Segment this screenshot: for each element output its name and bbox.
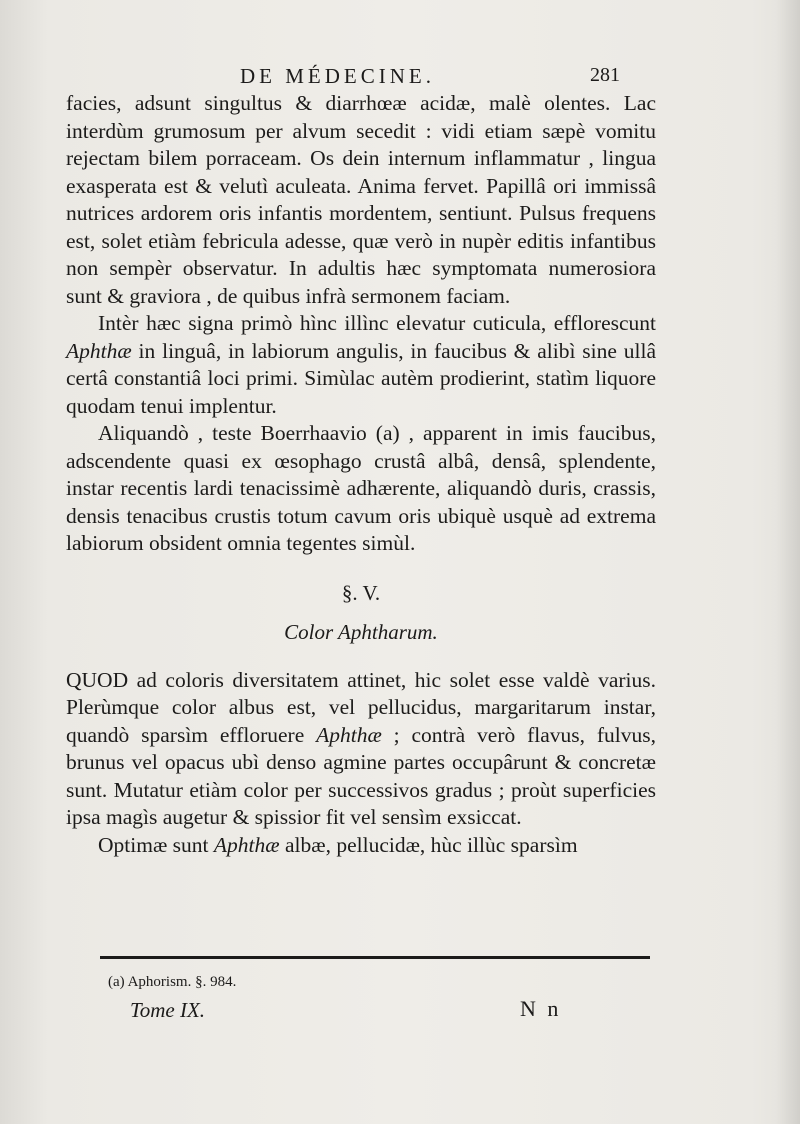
running-head: DE MÉDECINE.: [240, 64, 435, 88]
paragraph-4: [66, 667, 656, 832]
section-title: Color Aphtharum.: [284, 620, 438, 644]
footnote: (a) Aphorism. §. 984.: [108, 974, 237, 990]
paragraph-5: [66, 832, 656, 860]
paragraph-2-part-b: in linguâ, in labiorum angulis, in faucibus & alibì sine ullâ certâ constantiâ loci primi. Simùlac autèm prodierint, statìm liquore quodam tenui implentur.: [66, 338, 656, 418]
page-header: [0, 62, 800, 92]
tome-label: Tome IX.: [130, 998, 206, 1022]
paragraph-2-italic: Aphthæ: [66, 338, 132, 363]
paragraph-4-part-a: QUOD ad coloris diversitatem attinet, hic solet esse valdè varius. Plerùmque color albus est, vel pellucidus, margaritarum instar, quandò sparsìm effloruere: [66, 667, 656, 747]
signature-mark: N n: [520, 996, 562, 1021]
footnote-rule: [100, 956, 650, 959]
section-number: §. V.: [341, 580, 381, 605]
paragraph-2-part-a: Intèr hæc signa primò hìnc illìnc elevatur cuticula, efflorescunt: [98, 311, 656, 335]
paragraph-5-part-a: Optimæ sunt: [98, 832, 214, 857]
paragraph-5-part-b: albæ, pellucidæ, hùc illùc sparsìm: [279, 832, 578, 857]
paragraph-4-italic: Aphthæ: [316, 722, 382, 747]
paragraph-2: [66, 310, 656, 420]
paragraph-1: facies, adsunt singultus & diarrhœæ acidæ, malè olentes. Lac interdùm grumosum per alvum secedit : vidi etiam sæpè vomitu rejectam bilem porraceam. Os dein internum inflammatur , lingua exasperata est & velutì aculeata. Anima fervet. Papillâ ori immissâ nutrices ardorem oris infantis mordentem, sentiunt. Pulsus frequens est, solet etiàm febricula adesse, quæ verò in nupèr editis infantibus non sempèr observatur. In adultis hæc symptomata numerosiora sunt & graviora , de quibus infrà sermonem faciam.: [66, 91, 656, 308]
paragraph-4-part-b: ; contrà verò flavus, fulvus, brunus vel opacus ubì denso agmine partes occupârunt & concretæ sunt. Mutatur etiàm color per successivos gradus ; proùt superficies ipsa magìs augetur & spissior fit vel sensìm exsiccat.: [66, 722, 657, 829]
page-edge-shadow: [776, 0, 800, 1124]
body-text: [66, 90, 656, 859]
paragraph-5-italic: Aphthæ: [213, 832, 280, 857]
page-number: 281: [590, 64, 620, 86]
paragraph-3: Aliquandò , teste Boerrhaavio (a) , apparent in imis faucibus, adscendente quasi ex œsophago crustâ albâ, densâ, splendente, instar recentis lardi tenacissimè adhærente, aliquandò duris, crassis, densis tenacibus crustis totum cavum oris ubiquè usquè ad extrema labiorum obsident omnia tegentes simùl.: [66, 421, 656, 555]
